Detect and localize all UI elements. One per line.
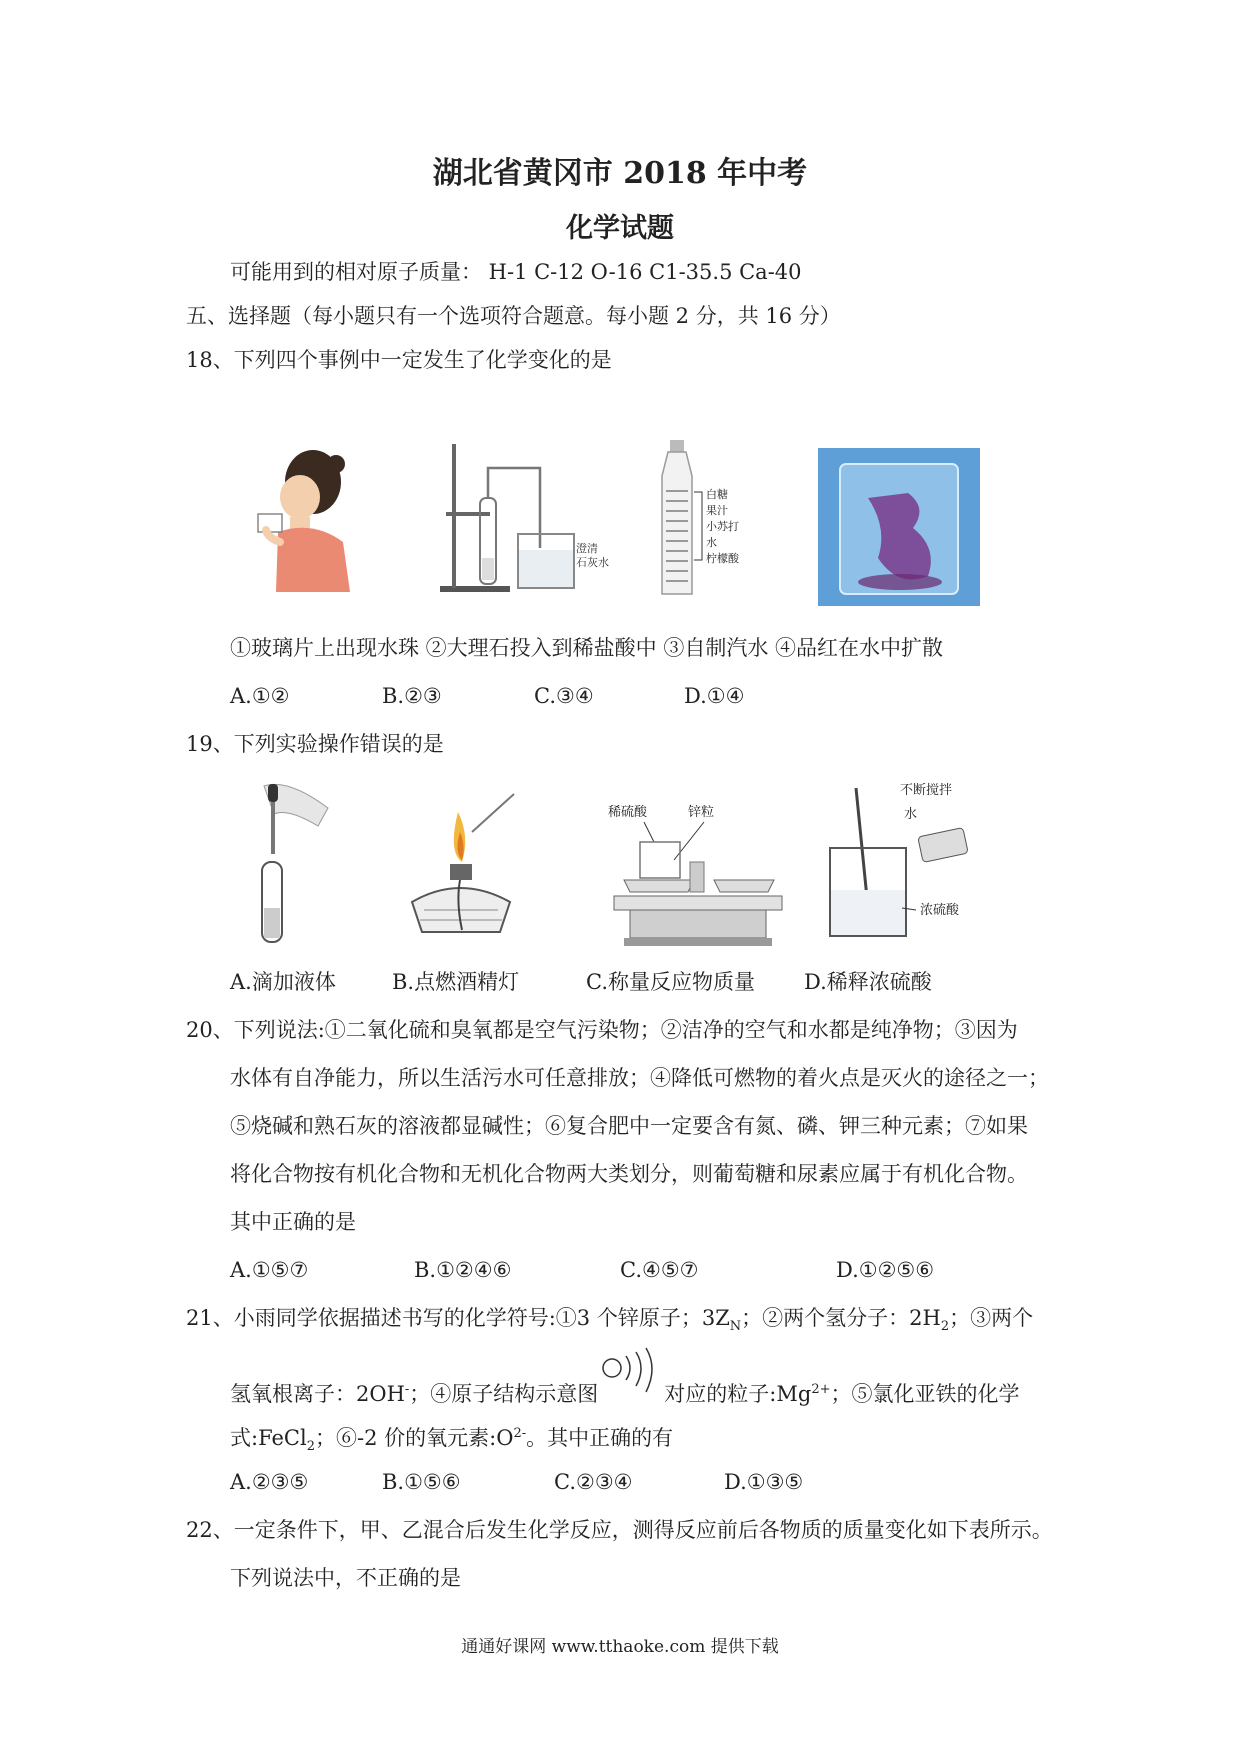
- q18-option-c: C.③④: [534, 684, 594, 708]
- q20-line-4: 将化合物按有机化合物和无机化合物两大类划分，则葡萄糖和尿素应属于有机化合物。: [230, 1162, 1028, 1186]
- q21-option-a: A.②③⑤: [230, 1470, 309, 1494]
- q19-option-c: C.称量反应物质量: [586, 970, 755, 994]
- q21-option-c: C.②③④: [554, 1470, 633, 1494]
- q20-line-2: 水体有自净能力，所以生活污水可任意排放；④降低可燃物的着火点是灭火的途径之一；: [230, 1066, 1049, 1090]
- q19-figure-dropper: [248, 778, 338, 948]
- q22-line-2: 下列说法中，不正确的是: [230, 1566, 461, 1590]
- q20-option-d: D.①②⑤⑥: [836, 1258, 935, 1282]
- q22-line-1: 22、一定条件下，甲、乙混合后发生化学反应，测得反应前后各物质的质量变化如下表所示。: [186, 1518, 1053, 1542]
- label-limewater-2: 石灰水: [576, 556, 609, 569]
- label-limewater-1: 澄清: [576, 542, 598, 555]
- q20-line-5: 其中正确的是: [230, 1210, 356, 1234]
- bottle-label-citric: 柠檬酸: [706, 552, 739, 565]
- q19-figure-dilution: [820, 778, 980, 948]
- q18-option-b: B.②③: [382, 684, 442, 708]
- q19-option-a: A.滴加液体: [230, 970, 336, 994]
- q18-option-a: A.①②: [230, 684, 290, 708]
- q20-line-1: 20、下列说法:①二氧化硫和臭氧都是空气污染物；②洁净的空气和水都是纯净物；③因为: [186, 1018, 1018, 1042]
- q19-option-d: D.稀释浓硫酸: [804, 970, 932, 994]
- label-zinc: 锌粒: [688, 805, 715, 820]
- page-subtitle: 化学试题: [566, 213, 674, 244]
- bottle-label-water: 水: [706, 536, 717, 549]
- q19-stem: 19、下列实验操作错误的是: [186, 732, 444, 756]
- atom-structure-diagram: [600, 1346, 670, 1398]
- bottle-label-juice: 果汁: [706, 504, 728, 517]
- q21-line-1: 21、小雨同学依据描述书写的化学符号:①3 个锌原子；$3Z_N$；②两个氢分子：$2H_2$；③两个: [186, 1306, 1034, 1335]
- q21-option-b: B.①⑤⑥: [382, 1470, 461, 1494]
- q20-option-c: C.④⑤⑦: [620, 1258, 699, 1282]
- q21-option-d: D.①③⑤: [724, 1470, 804, 1494]
- q19-figure-alcohol-lamp: [402, 792, 522, 942]
- q19-option-b: B.点燃酒精灯: [392, 970, 520, 994]
- q18-figure-apparatus: [430, 438, 620, 596]
- bottle-label-sugar: 白糖: [706, 488, 728, 501]
- q19-figure-balance: [604, 800, 784, 950]
- label-dilute-acid: 稀硫酸: [608, 805, 648, 820]
- q20-option-a: A.①⑤⑦: [230, 1258, 309, 1282]
- page-footer: 通通好课网 www.tthaoke.com 提供下载: [461, 1637, 779, 1657]
- atomic-mass-note: 可能用到的相对原子质量： H-1 C-12 O-16 C1-35.5 Ca-40: [230, 260, 802, 284]
- q20-line-3: ⑤烧碱和熟石灰的溶液都显碱性；⑥复合肥中一定要含有氮、磷、钾三种元素；⑦如果: [230, 1114, 1028, 1138]
- bottle-label-soda: 小苏打: [706, 520, 739, 533]
- label-stir: 不断搅拌: [900, 783, 953, 798]
- q18-option-d: D.①④: [684, 684, 745, 708]
- q21-line-3: 式:FeCl$_2$；⑥-2 价的氧元素$:O^{2-}$。其中正确的有: [230, 1426, 674, 1455]
- q18-figure-bottle: [654, 438, 764, 598]
- q20-option-b: B.①②④⑥: [414, 1258, 512, 1282]
- label-conc-acid: 浓硫酸: [920, 903, 960, 918]
- q18-stem: 18、下列四个事例中一定发生了化学变化的是: [186, 348, 612, 372]
- q18-figure-dye-beaker: [818, 448, 980, 606]
- page-title: 湖北省黄冈市 2018 年中考: [432, 156, 808, 191]
- q21-line-2: 氢氧根离子：2OH-；④原子结构示意图 对应的粒子$:Mg^{2+}$；⑤氯化亚铁的化学: [230, 1382, 1020, 1406]
- label-water: 水: [904, 807, 918, 822]
- q18-items: ①玻璃片上出现水珠 ②大理石投入到稀盐酸中 ③自制汽水 ④品红在水中扩散: [230, 636, 944, 660]
- q18-figure-girl: [238, 442, 358, 592]
- section-heading: 五、选择题（每小题只有一个选项符合题意。每小题 2 分，共 16 分）: [186, 304, 841, 328]
